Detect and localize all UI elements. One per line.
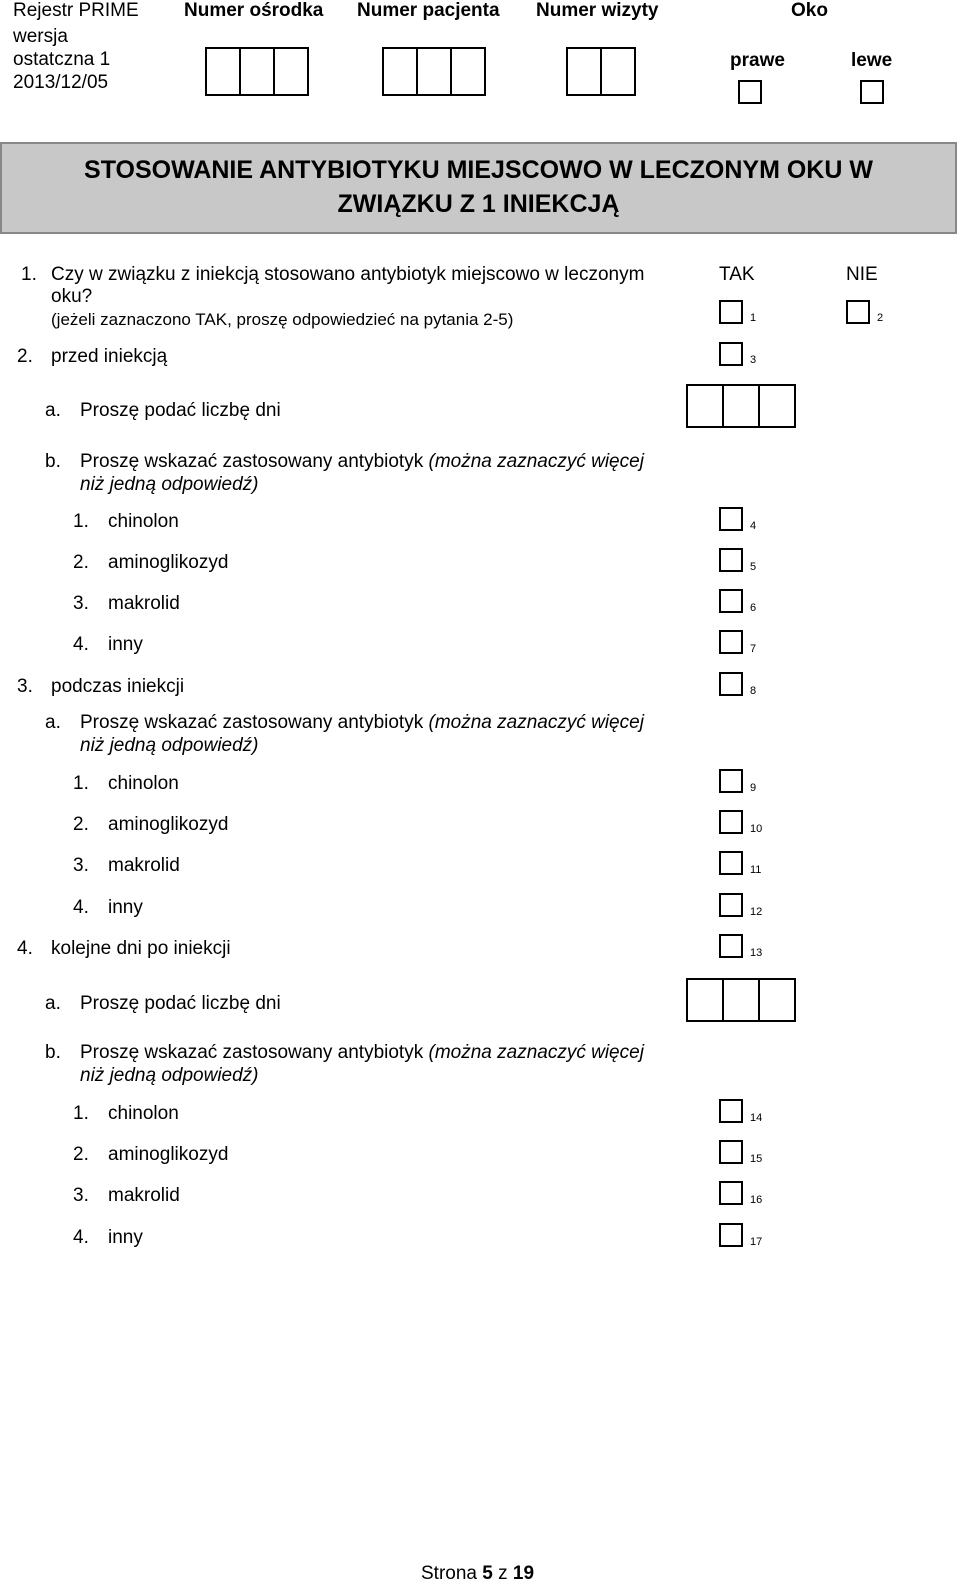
q3-checkbox[interactable] (719, 672, 743, 696)
q2b-opt4-number: 4. (73, 634, 89, 655)
q2b-opt4-label: inny (108, 634, 143, 655)
version-date: 2013/12/05 (13, 72, 109, 93)
question-1-number: 1. (21, 264, 37, 285)
page-footer (421, 1563, 534, 1585)
q1-yes-code: 1 (750, 312, 757, 324)
digit-cell[interactable] (273, 47, 309, 96)
q2b-text (80, 451, 644, 473)
q3a-opt1-code: 9 (750, 782, 757, 794)
q4b-opt4-label: inny (108, 1227, 143, 1248)
footer-page-number: 5 (482, 1563, 493, 1584)
q3a-opt3-checkbox[interactable] (719, 851, 743, 875)
q4b-opt1-number: 1. (73, 1103, 89, 1124)
q3a-opt2-code: 10 (750, 823, 763, 835)
no-column-header: NIE (846, 264, 878, 285)
q4b-opt3-number: 3. (73, 1185, 89, 1206)
digit-cell[interactable] (686, 978, 724, 1022)
q3a-hint-cont: niż jedną odpowiedź) (80, 735, 259, 756)
q4b-opt1-checkbox[interactable] (719, 1099, 743, 1123)
q2-code: 3 (750, 354, 757, 366)
digit-cell[interactable] (382, 47, 418, 96)
q2b-hint-cont: niż jedną odpowiedź) (80, 474, 259, 495)
left-eye-checkbox[interactable] (860, 80, 884, 104)
q4b-opt1-label: chinolon (108, 1103, 179, 1124)
question-2-number: 2. (17, 346, 33, 367)
q2b-letter: b. (45, 451, 61, 472)
question-2-text: przed iniekcją (51, 346, 168, 367)
q3a-opt4-label: inny (108, 897, 143, 918)
q4b-opt3-code: 16 (750, 1194, 763, 1206)
registry-name: Rejestr PRIME (13, 0, 139, 21)
q3a-opt3-code: 11 (750, 864, 762, 876)
q4b-text (80, 1042, 644, 1064)
digit-cell[interactable] (416, 47, 452, 96)
q4a-text: Proszę podać liczbę dni (80, 993, 281, 1014)
digit-cell[interactable] (758, 384, 796, 428)
q2b-opt2-label: aminoglikozyd (108, 552, 229, 573)
digit-cell[interactable] (450, 47, 486, 96)
question-4-text: kolejne dni po iniekcji (51, 938, 231, 959)
q3a-opt3-number: 3. (73, 855, 89, 876)
q4b-hint-cont: niż jedną odpowiedź) (80, 1065, 259, 1086)
q4b-opt2-number: 2. (73, 1144, 89, 1165)
q4b-opt2-label: aminoglikozyd (108, 1144, 229, 1165)
page-title-line2: ZWIĄZKU Z 1 INIEKCJĄ (337, 190, 620, 218)
patient-number-label: Numer pacjenta (357, 0, 500, 21)
version-name: ostatczna 1 (13, 49, 111, 70)
question-1-text-cont: oku? (51, 286, 93, 307)
q4b-opt2-code: 15 (750, 1153, 763, 1165)
q1-yes-checkbox[interactable] (719, 300, 743, 324)
q2b-opt4-code: 7 (750, 643, 757, 655)
q4b-opt4-code: 17 (750, 1236, 763, 1248)
digit-cell[interactable] (722, 978, 760, 1022)
q3a-opt1-number: 1. (73, 773, 89, 794)
question-4-number: 4. (17, 938, 33, 959)
q4b-opt4-checkbox[interactable] (719, 1223, 743, 1247)
q4b-hint: (można zaznaczyć więcej (428, 1042, 644, 1063)
q4-code: 13 (750, 947, 763, 959)
right-eye-label: prawe (730, 50, 785, 71)
q2b-opt1-label: chinolon (108, 511, 179, 532)
q4b-question: Proszę wskazać zastosowany antybiotyk (80, 1042, 424, 1063)
digit-cell[interactable] (205, 47, 241, 96)
q2b-opt3-code: 6 (750, 602, 757, 614)
q2b-opt1-checkbox[interactable] (719, 507, 743, 531)
q2b-opt1-code: 4 (750, 520, 757, 532)
q3a-opt4-number: 4. (73, 897, 89, 918)
q3a-question: Proszę wskazać zastosowany antybiotyk (80, 712, 424, 733)
q2-checkbox[interactable] (719, 342, 743, 366)
q4b-opt2-checkbox[interactable] (719, 1140, 743, 1164)
q2b-opt2-checkbox[interactable] (719, 548, 743, 572)
footer-page-total: 19 (512, 1563, 535, 1584)
left-eye-label: lewe (851, 50, 893, 71)
q4b-letter: b. (45, 1042, 61, 1063)
center-number-label: Numer ośrodka (184, 0, 324, 21)
question-3-number: 3. (17, 676, 33, 697)
right-eye-checkbox[interactable] (738, 80, 762, 104)
q4b-opt4-number: 4. (73, 1227, 89, 1248)
visit-number-label: Numer wizyty (536, 0, 659, 21)
q2a-text: Proszę podać liczbę dni (80, 400, 281, 421)
q2b-question: Proszę wskazać zastosowany antybiotyk (80, 451, 424, 472)
digit-cell[interactable] (758, 978, 796, 1022)
q3a-opt1-label: chinolon (108, 773, 179, 794)
q1-no-checkbox[interactable] (846, 300, 870, 324)
q4-checkbox[interactable] (719, 934, 743, 958)
q2b-opt2-number: 2. (73, 552, 89, 573)
q3a-opt2-checkbox[interactable] (719, 810, 743, 834)
digit-cell[interactable] (239, 47, 275, 96)
q3a-opt2-number: 2. (73, 814, 89, 835)
q4b-opt1-code: 14 (750, 1112, 763, 1124)
q2a-letter: a. (45, 400, 61, 421)
page-title-line1: STOSOWANIE ANTYBIOTYKU MIEJSCOWO W LECZONYM OKU W (84, 156, 873, 184)
digit-cell[interactable] (722, 384, 760, 428)
q3-code: 8 (750, 685, 757, 697)
q3a-opt2-label: aminoglikozyd (108, 814, 229, 835)
version-label: wersja (13, 26, 68, 47)
q2b-opt4-checkbox[interactable] (719, 630, 743, 654)
eye-label: Oko (791, 0, 828, 21)
question-3-text: podczas iniekcji (51, 676, 185, 697)
q2b-opt3-checkbox[interactable] (719, 589, 743, 613)
question-1-text: Czy w związku z iniekcją stosowano antybiotyk miejscowo w leczonym (51, 264, 645, 285)
q3a-text (80, 712, 644, 734)
q2b-hint: (można zaznaczyć więcej (428, 451, 644, 472)
question-1-note: (jeżeli zaznaczono TAK, proszę odpowiedzieć na pytania 2-5) (51, 310, 514, 329)
q2b-opt1-number: 1. (73, 511, 89, 532)
footer-prefix: Strona (421, 1563, 477, 1584)
q3a-letter: a. (45, 712, 61, 733)
q3a-opt1-checkbox[interactable] (719, 769, 743, 793)
digit-cell[interactable] (600, 47, 636, 96)
q4b-opt3-checkbox[interactable] (719, 1181, 743, 1205)
q3a-hint: (można zaznaczyć więcej (428, 712, 644, 733)
footer-separator: z (498, 1563, 508, 1584)
q3a-opt4-checkbox[interactable] (719, 893, 743, 917)
yes-column-header: TAK (719, 264, 755, 285)
digit-cell[interactable] (686, 384, 724, 428)
q3a-opt4-code: 12 (750, 906, 763, 918)
digit-cell[interactable] (566, 47, 602, 96)
q2b-opt3-number: 3. (73, 593, 89, 614)
q3a-opt3-label: makrolid (108, 855, 180, 876)
q4a-letter: a. (45, 993, 61, 1014)
q1-no-code: 2 (877, 312, 884, 324)
q2b-opt3-label: makrolid (108, 593, 180, 614)
q2b-opt2-code: 5 (750, 561, 757, 573)
q4b-opt3-label: makrolid (108, 1185, 180, 1206)
